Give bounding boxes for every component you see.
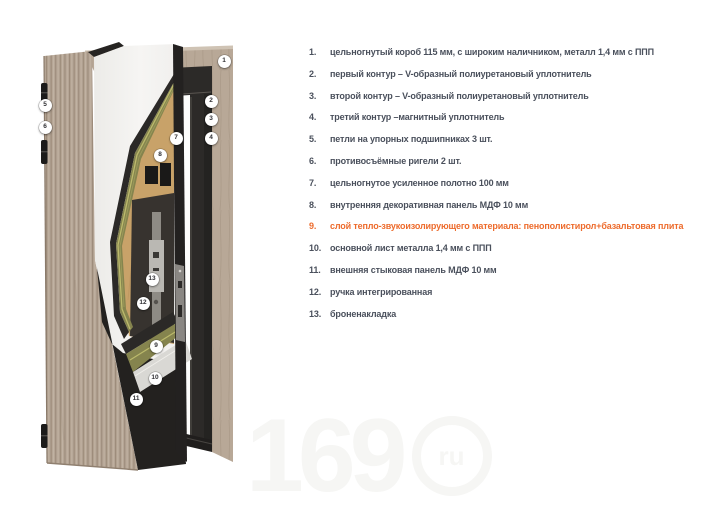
legend-item-number: 5. xyxy=(309,134,317,145)
callout-6: 6 xyxy=(39,121,52,134)
legend-item-text: основной лист металла 1,4 мм с ППП xyxy=(330,243,492,254)
legend-item-text: петли на упорных подшипниках 3 шт. xyxy=(330,134,493,145)
callout-3: 3 xyxy=(205,113,218,126)
legend-item-text: слой тепло-звукоизолирующего материала: пенополистирол+базальтовая плита xyxy=(330,221,684,232)
legend-item-text: внутренняя декоративная панель МДФ 10 мм xyxy=(330,199,529,210)
hinge-middle xyxy=(41,140,48,164)
legend-item xyxy=(309,156,699,168)
legend-item-text: первый контур – V-образный полиуретановый уплотнитель xyxy=(330,68,592,79)
legend-item-number: 8. xyxy=(309,199,317,210)
callout-11: 11 xyxy=(130,393,143,406)
legend-list xyxy=(309,47,699,330)
legend-item-text: броненакладка xyxy=(330,308,397,319)
anti-removal-bolt xyxy=(145,166,158,184)
watermark-logo xyxy=(246,398,492,514)
legend-item-number: 2. xyxy=(309,68,317,79)
callout-10: 10 xyxy=(149,372,162,385)
legend-item-number: 10. xyxy=(309,243,322,254)
legend-item-number: 1. xyxy=(309,47,317,57)
legend-item-number: 7. xyxy=(309,177,317,188)
hinge-bottom xyxy=(41,424,48,448)
legend-item-number: 4. xyxy=(309,112,317,123)
legend-item-number: 11. xyxy=(309,264,321,275)
legend-item-number: 13. xyxy=(309,308,322,319)
legend-item xyxy=(309,69,699,81)
callout-8: 8 xyxy=(154,149,167,162)
callout-12: 12 xyxy=(137,297,150,310)
callout-2: 2 xyxy=(205,95,218,108)
callout-13: 13 xyxy=(146,273,159,286)
legend-item xyxy=(309,243,699,255)
legend-item xyxy=(309,91,699,103)
watermark-ru-badge: ru xyxy=(412,416,492,496)
legend-item-text: цельногнутое усиленное полотно 100 мм xyxy=(330,177,509,188)
legend-item xyxy=(309,134,699,146)
legend-item-number: 6. xyxy=(309,155,317,166)
legend-item xyxy=(309,287,699,299)
legend-item-text: ручка интегрированная xyxy=(330,286,433,297)
legend-item xyxy=(309,178,699,190)
callout-4: 4 xyxy=(205,132,218,145)
legend-item xyxy=(309,47,699,59)
anti-removal-bolt xyxy=(160,163,171,186)
legend-item-text: третий контур –магнитный уплотнитель xyxy=(330,112,505,123)
legend-item-text: внешняя стыковая панель МДФ 10 мм xyxy=(330,264,497,275)
legend-item-number: 9. xyxy=(309,221,317,232)
lock-faceplate xyxy=(175,264,185,342)
callout-1: 1 xyxy=(218,55,231,68)
callout-9: 9 xyxy=(150,340,163,353)
callout-5: 5 xyxy=(39,99,52,112)
legend-item-text: второй контур – V-образный полиуретановый уплотнитель xyxy=(330,90,589,101)
callout-7: 7 xyxy=(170,132,183,145)
legend-item xyxy=(309,112,699,124)
legend-item xyxy=(309,309,699,321)
legend-item xyxy=(309,265,699,277)
legend-item-number: 3. xyxy=(309,90,317,101)
legend-item-text: цельногнутый короб 115 мм, с широким наличником, металл 1,4 мм с ППП xyxy=(330,47,654,57)
legend-item-text: противосъёмные ригели 2 шт. xyxy=(330,155,462,166)
legend-item xyxy=(309,200,699,212)
legend-item xyxy=(309,221,699,233)
legend-item-number: 12. xyxy=(309,286,322,297)
watermark-number: 169 xyxy=(246,398,402,514)
